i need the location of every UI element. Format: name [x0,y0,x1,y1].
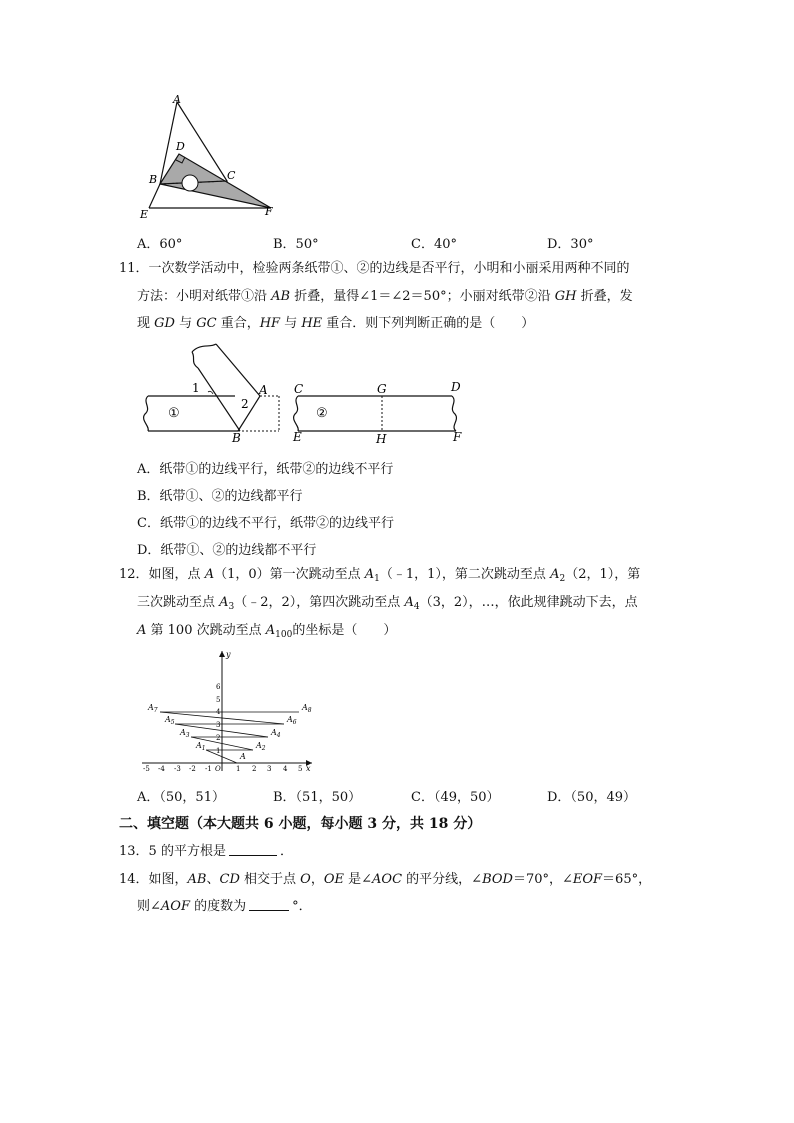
label-F: F [265,205,273,218]
y-tick: 6 [216,683,221,691]
x-axis-label: x [306,764,311,773]
label-C: C [227,169,236,182]
label-D: D [176,140,185,153]
q12-option-b: B．（51，50） [273,790,362,805]
y-tick: 3 [216,721,221,729]
x-tick-origin: O [215,765,221,773]
q11-label-C: C [294,382,304,396]
q11-label-D: D [451,380,461,394]
q12-option-c: C．（49，50） [411,790,500,805]
q12-stem-line1: 12．如图，点 A（1，0）第一次跳动至点 $A_1(﹣1$，1），第二次跳动至点 $A_2(2$，1），第 [119,567,641,584]
point-A4: $A_4$ [271,728,281,739]
q11-label-1: 1 [192,381,200,395]
x-tick: -2 [189,765,196,773]
y-tick: 1 [216,747,221,755]
q12-stem-line2: 三次跳动至点 $A_3(﹣2$，2），第四次跳动至点 $A_4(3$，2），…，依此规律跳动下去，点 [137,595,638,612]
q11-label-B: B [232,431,241,445]
x-tick: -1 [205,765,212,773]
q12-option-d: D．（50，49） [547,790,637,805]
q10-figure [135,92,280,222]
q12-stem-line3: A 第 100 次跳动至点 $A_{100}$的坐标是（ ） [137,623,397,640]
point-A6: $A_6$ [287,715,297,726]
point-A2: $A_2$ [256,741,266,752]
q12-coordinate-figure [140,647,330,775]
point-A1: $A_1$ [196,741,206,752]
q13-stem: 13．5 的平方根是 ． [119,844,293,859]
q11-label-F: F [453,430,462,444]
q14-stem-line1: 14．如图，AB、CD 相交于点 O，OE 是∠AOC 的平分线，∠BOD＝70°，∠EOF＝65°， [119,872,652,887]
y-axis-label: y [226,650,231,659]
x-tick: 3 [267,765,272,773]
q11-label-A: A [259,383,268,397]
point-A7: $A_7$ [148,703,158,714]
point-A5: $A_5$ [165,715,175,726]
y-tick: 4 [216,708,221,716]
q11-stem-line2: 方法：小明对纸带①沿 AB 折叠，量得∠1＝∠2＝50°；小丽对纸带②沿 GH 折叠，发 [137,289,633,304]
x-tick: -3 [174,765,181,773]
q14-stem-line2: 则∠AOF 的度数为 °． [137,899,312,914]
q10-option-d: D．30° [547,237,594,252]
x-tick: 4 [283,765,288,773]
q11-option-a: A．纸带①的边线平行，纸带②的边线不平行 [137,462,394,477]
q11-figure [140,340,480,448]
label-A: A [173,93,181,106]
q10-option-a: A．60° [137,237,183,252]
q14-answer-blank[interactable] [249,900,289,911]
y-tick: 2 [216,734,221,742]
q10-option-b: B．50° [273,237,319,252]
q11-label-E: E [293,430,302,444]
x-tick: -5 [143,765,150,773]
q11-label-G: G [377,382,387,396]
x-tick: 2 [252,765,257,773]
point-A8: $A_8$ [302,703,312,714]
q11-stem-line3: 现 GD 与 GC 重合，HF 与 HE 重合．则下列判断正确的是（ ） [137,316,535,331]
q11-strip2-label: ② [316,406,328,421]
x-tick: 5 [298,765,303,773]
x-tick: -4 [158,765,165,773]
q11-option-c: C．纸带①的边线不平行，纸带②的边线平行 [137,516,394,531]
q11-strip1-label: ① [168,406,180,421]
q10-option-c: C．40° [411,237,457,252]
q11-label-H: H [376,432,387,446]
y-tick: 5 [216,696,221,704]
q11-option-b: B．纸带①、②的边线都平行 [137,489,303,504]
point-A3: $A_3$ [180,728,190,739]
q11-label-2: 2 [241,397,249,411]
point-A: A [240,752,246,761]
q12-option-a: A．（50，51） [137,790,225,805]
label-B: B [149,173,158,186]
q11-option-d: D．纸带①、②的边线都不平行 [137,543,317,558]
hole-circle [182,175,198,191]
section-title: 二、填空题（本大题共 6 小题，每小题 3 分，共 18 分） [119,816,482,832]
q11-stem-line1: 11．一次数学活动中，检验两条纸带①、②的边线是否平行，小明和小丽采用两种不同的 [119,261,630,276]
label-E: E [140,208,149,221]
q13-answer-blank[interactable] [229,845,277,856]
x-tick: 1 [236,765,241,773]
